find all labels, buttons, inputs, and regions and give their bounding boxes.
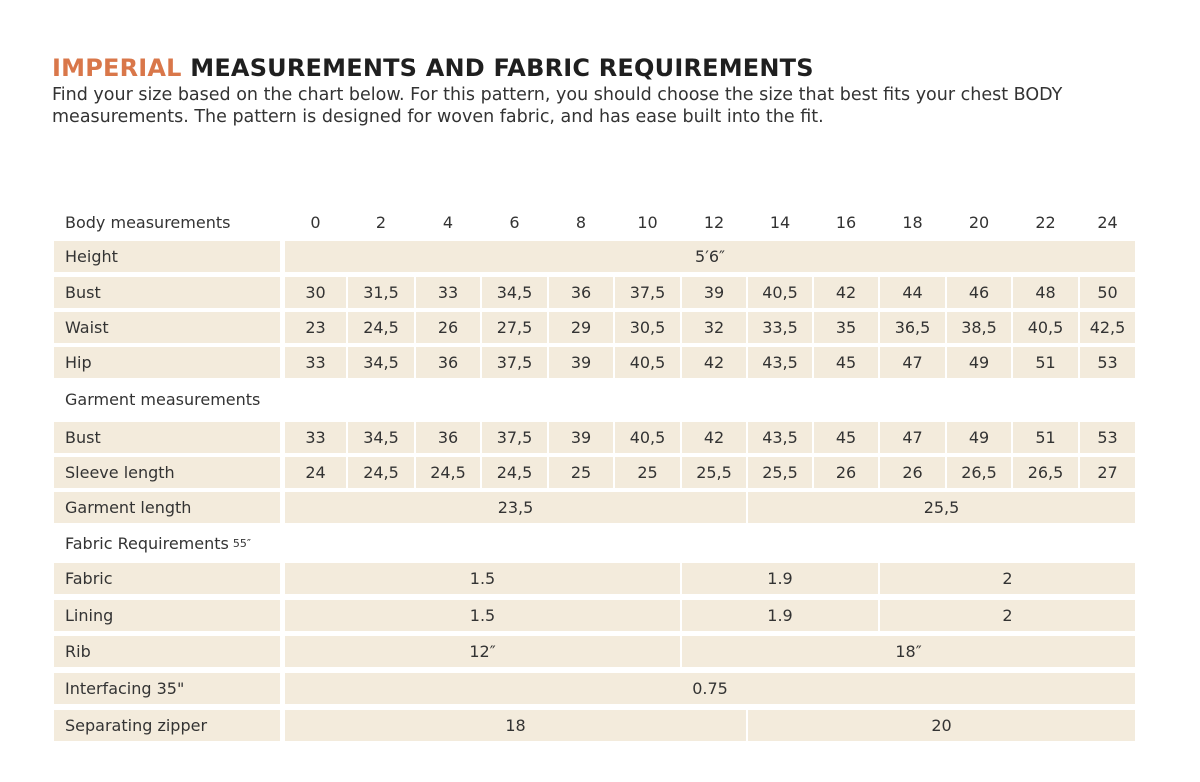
cell-bust-size-12: 39: [682, 277, 746, 308]
cell-waist-size-0: 23: [285, 312, 346, 343]
cell-waist-size-22: 40,5: [1013, 312, 1078, 343]
row-label-interfacing-35: Interfacing 35": [54, 673, 280, 704]
cell-hip-size-2: 34,5: [348, 347, 414, 378]
cell-sleeve-length-size-6: 24,5: [482, 457, 547, 488]
fabric-requirements-label: Fabric Requirements: [65, 533, 229, 553]
size-header-20: 20: [968, 212, 990, 232]
merged-cell-rib-0: 12″: [285, 636, 680, 667]
cell-waist-size-2: 24,5: [348, 312, 414, 343]
merged-cell-lining-1: 1.9: [682, 600, 878, 631]
size-header-14: 14: [769, 212, 791, 232]
cell-bust-size-0: 30: [285, 277, 346, 308]
cell-waist-size-24: 42,5: [1080, 312, 1135, 343]
cell-hip-size-18: 47: [880, 347, 945, 378]
merged-cell-fabric-1: 1.9: [682, 563, 878, 594]
body-measurements-heading: Body measurements: [65, 212, 231, 232]
cell-bust-size-10: 40,5: [615, 422, 680, 453]
row-label-waist: Waist: [54, 312, 280, 343]
cell-hip-size-24: 53: [1080, 347, 1135, 378]
page-title: [52, 54, 814, 82]
cell-bust-size-16: 45: [814, 422, 878, 453]
cell-bust-size-22: 51: [1013, 422, 1078, 453]
row-label-fabric: Fabric: [54, 563, 280, 594]
size-header-22: 22: [1035, 212, 1056, 232]
cell-bust-size-2: 31,5: [348, 277, 414, 308]
cell-hip-size-20: 49: [947, 347, 1011, 378]
cell-waist-size-8: 29: [549, 312, 613, 343]
intro-text: Find your size based on the chart below. For this pattern, you should choose the size that best fits your chest BODY measurements. The pattern is designed for woven fabric, and has ease built into the fit.: [52, 85, 1063, 127]
cell-waist-size-16: 35: [814, 312, 878, 343]
row-label-bust: Bust: [54, 422, 280, 453]
merged-cell-garment-length-1: 25,5: [748, 492, 1135, 523]
cell-hip-size-0: 33: [285, 347, 346, 378]
cell-waist-size-18: 36,5: [880, 312, 945, 343]
title-rest: MEASUREMENTS AND FABRIC REQUIREMENTS: [190, 54, 814, 82]
fabric-requirements-heading: [65, 532, 251, 554]
merged-cell-separating-zipper-1: 20: [748, 710, 1135, 741]
cell-sleeve-length-size-16: 26: [814, 457, 878, 488]
merged-cell-height-0: 5′6″: [285, 241, 1135, 272]
cell-sleeve-length-size-8: 25: [549, 457, 613, 488]
title-accent: IMPERIAL: [52, 54, 182, 82]
size-header-16: 16: [835, 212, 857, 232]
row-label-garment-length: Garment length: [54, 492, 280, 523]
cell-waist-size-6: 27,5: [482, 312, 547, 343]
merged-cell-garment-length-0: 23,5: [285, 492, 746, 523]
cell-bust-size-6: 37,5: [482, 422, 547, 453]
cell-hip-size-6: 37,5: [482, 347, 547, 378]
size-header-0: 0: [310, 212, 321, 232]
cell-bust-size-14: 43,5: [748, 422, 812, 453]
cell-bust-size-24: 53: [1080, 422, 1135, 453]
cell-bust-size-8: 39: [549, 422, 613, 453]
merged-cell-fabric-0: 1.5: [285, 563, 680, 594]
merged-cell-separating-zipper-0: 18: [285, 710, 746, 741]
cell-sleeve-length-size-24: 27: [1080, 457, 1135, 488]
cell-sleeve-length-size-4: 24,5: [416, 457, 480, 488]
cell-bust-size-8: 36: [549, 277, 613, 308]
cell-bust-size-24: 50: [1080, 277, 1135, 308]
cell-bust-size-12: 42: [682, 422, 746, 453]
cell-bust-size-18: 47: [880, 422, 945, 453]
cell-bust-size-4: 36: [416, 422, 480, 453]
size-header-10: 10: [637, 212, 658, 232]
size-header-8: 8: [575, 212, 587, 232]
row-label-bust: Bust: [54, 277, 280, 308]
cell-hip-size-8: 39: [549, 347, 613, 378]
cell-bust-size-6: 34,5: [482, 277, 547, 308]
cell-bust-size-10: 37,5: [615, 277, 680, 308]
size-header-4: 4: [442, 212, 454, 232]
cell-bust-size-2: 34,5: [348, 422, 414, 453]
merged-cell-fabric-2: 2: [880, 563, 1135, 594]
cell-bust-size-20: 49: [947, 422, 1011, 453]
cell-waist-size-20: 38,5: [947, 312, 1011, 343]
cell-bust-size-22: 48: [1013, 277, 1078, 308]
row-label-sleeve-length: Sleeve length: [54, 457, 280, 488]
merged-cell-lining-2: 2: [880, 600, 1135, 631]
merged-cell-rib-1: 18″: [682, 636, 1135, 667]
size-header-2: 2: [375, 212, 387, 232]
row-label-rib: Rib: [54, 636, 280, 667]
cell-sleeve-length-size-2: 24,5: [348, 457, 414, 488]
cell-sleeve-length-size-22: 26,5: [1013, 457, 1078, 488]
cell-bust-size-16: 42: [814, 277, 878, 308]
fabric-width-note: 55″: [232, 536, 251, 550]
cell-bust-size-4: 33: [416, 277, 480, 308]
size-header-12: 12: [703, 212, 725, 232]
cell-bust-size-20: 46: [947, 277, 1011, 308]
merged-cell-lining-0: 1.5: [285, 600, 680, 631]
cell-sleeve-length-size-20: 26,5: [947, 457, 1011, 488]
merged-cell-interfacing-35-0: 0.75: [285, 673, 1135, 704]
cell-hip-size-22: 51: [1013, 347, 1078, 378]
garment-measurements-heading: Garment measurements: [65, 389, 261, 409]
cell-waist-size-4: 26: [416, 312, 480, 343]
row-label-separating-zipper: Separating zipper: [54, 710, 280, 741]
size-header-18: 18: [902, 212, 923, 232]
cell-bust-size-0: 33: [285, 422, 346, 453]
cell-waist-size-12: 32: [682, 312, 746, 343]
cell-hip-size-14: 43,5: [748, 347, 812, 378]
cell-sleeve-length-size-14: 25,5: [748, 457, 812, 488]
cell-hip-size-16: 45: [814, 347, 878, 378]
cell-sleeve-length-size-12: 25,5: [682, 457, 746, 488]
size-header-24: 24: [1097, 212, 1118, 232]
cell-bust-size-14: 40,5: [748, 277, 812, 308]
size-header-6: 6: [509, 212, 520, 232]
cell-sleeve-length-size-0: 24: [285, 457, 346, 488]
cell-waist-size-10: 30,5: [615, 312, 680, 343]
row-label-height: Height: [54, 241, 280, 272]
cell-sleeve-length-size-18: 26: [880, 457, 945, 488]
cell-waist-size-14: 33,5: [748, 312, 812, 343]
cell-hip-size-10: 40,5: [615, 347, 680, 378]
row-label-lining: Lining: [54, 600, 280, 631]
cell-bust-size-18: 44: [880, 277, 945, 308]
cell-hip-size-12: 42: [682, 347, 746, 378]
cell-hip-size-4: 36: [416, 347, 480, 378]
row-label-hip: Hip: [54, 347, 280, 378]
cell-sleeve-length-size-10: 25: [615, 457, 680, 488]
